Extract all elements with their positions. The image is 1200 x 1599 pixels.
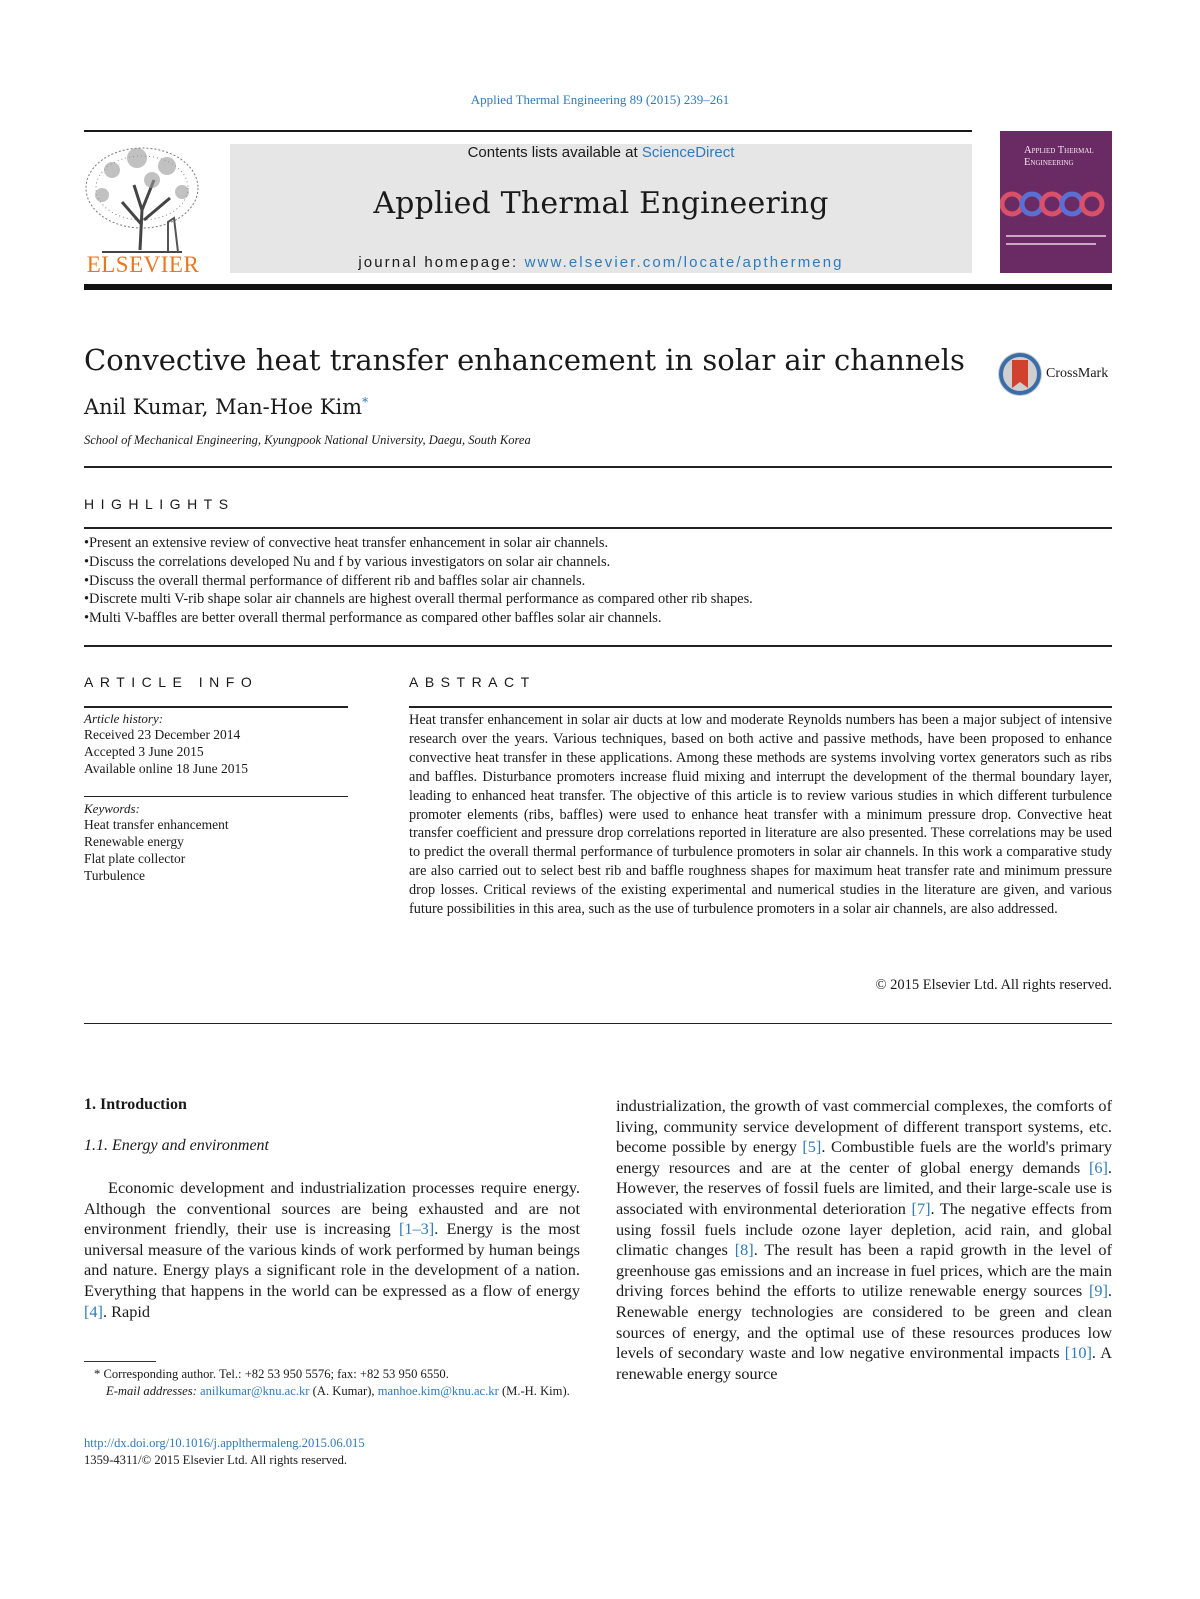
body-text: Economic development and industrialization processes require energy. Although the conventional sources are being exhausted and are not environment friendly, their use is increasing xyxy=(84,1178,580,1239)
history-online: Available online 18 June 2015 xyxy=(84,761,248,776)
journal-cover-thumbnail[interactable] xyxy=(1000,131,1112,273)
citation-link[interactable]: [8] xyxy=(734,1240,754,1260)
homepage-link[interactable]: www.elsevier.com/locate/apthermeng xyxy=(524,254,844,271)
citation-link[interactable]: [5] xyxy=(802,1137,822,1157)
divider xyxy=(84,527,1112,529)
email-link[interactable]: manhoe.kim@knu.ac.kr xyxy=(377,1384,499,1398)
highlight-item: • Discrete multi V-rib shape solar air channels are highest overall thermal performance as compared other rib shapes. xyxy=(84,590,1112,609)
body-text: . Renewable energy technologies are considered to be green and clean sources of energy, and the optimal use of these resources produces low levels of secondary waste and low negative environmental impacts xyxy=(616,1281,1112,1363)
body-column-right xyxy=(616,1096,1112,1384)
highlight-item: • Discuss the overall thermal performance of different rib and baffles solar air channels. xyxy=(84,572,1112,591)
highlight-item: • Multi V-baffles are better overall thermal performance as compared other baffles solar air channels. xyxy=(84,609,1112,628)
abstract-text: Heat transfer enhancement in solar air ducts at low and moderate Reynolds numbers has been a major subject of intensive research over the years. Various techniques, based on both active and passive methods, have been proposed to enhance convective heat transfer in these applications. Among these methods are systems involving vortex generators such as ribs and baffles. Disturbance promoters increase fluid mixing and interrupt the development of the thermal boundary layer, leading to enhanced heat transfer. The objective of this article is to review various studies in which different turbulence promoter elements (ribs, baffles) were used to enhance heat transfer with a minimum pressure drop. Convective heat transfer coefficient and pressure drop correlations reported in literature are also presented. These correlations may be used to predict the overall thermal performance of turbulence promoters in solar air channels. In this work a comparative study are also carried out to select best rib and baffle roughness shapes for maximum heat transfer rate and minimum pressure drop losses. Critical reviews of the existing experimental and numerical studies in the literature are given, and various future possibilities in this area, such as the use of turbulence promoters in a solar air channels, are also addressed. xyxy=(409,712,1112,918)
article-title: Convective heat transfer enhancement in solar air channels xyxy=(84,343,965,377)
body-text: . Rapid xyxy=(102,1301,151,1321)
corresponding-author-mark[interactable]: * xyxy=(362,395,369,409)
footnote-contact-line xyxy=(84,1366,580,1383)
divider xyxy=(84,1023,1112,1024)
sciencedirect-link[interactable]: ScienceDirect xyxy=(641,144,735,161)
cover-rings-graphic xyxy=(1000,189,1112,219)
homepage-line xyxy=(230,254,972,271)
contents-prefix: Contents lists available at xyxy=(467,144,642,161)
subsection-heading: 1.1. Energy and environment xyxy=(84,1137,269,1154)
elsevier-wordmark: ELSEVIER xyxy=(86,252,200,277)
cover-text-line xyxy=(1006,243,1096,245)
journal-name: Applied Thermal Engineering xyxy=(373,186,829,221)
email-owner: (M.-H. Kim). xyxy=(501,1384,570,1398)
authors: Anil Kumar, Man-Hoe Kim xyxy=(84,395,363,419)
body-text: . However, the reserves of fossil fuels are limited, and their large-scale use is associated with environmental deterioration xyxy=(616,1157,1112,1218)
doi-link[interactable]: http://dx.doi.org/10.1016/j.applthermaleng.2015.06.015 xyxy=(84,1436,365,1450)
abstract-copyright: © 2015 Elsevier Ltd. All rights reserved. xyxy=(875,977,1112,993)
body-text: . Combustible fuels are the world's primary energy resources and are at the center of global energy demands xyxy=(616,1137,1112,1177)
divider xyxy=(84,796,348,797)
keyword: Renewable energy xyxy=(84,834,184,849)
author-list xyxy=(84,395,368,419)
journal-citation[interactable]: Applied Thermal Engineering 89 (2015) 239–261 xyxy=(470,92,730,107)
divider xyxy=(84,706,348,708)
divider xyxy=(409,706,1112,708)
header-rule xyxy=(84,130,972,132)
footnote-email-line xyxy=(84,1383,580,1400)
keyword: Turbulence xyxy=(84,868,145,883)
highlight-item: • Discuss the correlations developed Nu and f by various investigators on solar air channels. xyxy=(84,553,1112,572)
citation-link[interactable]: [1–3] xyxy=(398,1219,435,1239)
body-text: . The negative effects from using fossil fuels include ozone layer depletion, acid rain, and global climatic changes xyxy=(616,1198,1112,1260)
history-label: Article history: xyxy=(84,711,164,726)
citation-link[interactable]: [7] xyxy=(911,1198,931,1218)
affiliation: School of Mechanical Engineering, Kyungpook National University, Daegu, South Korea xyxy=(84,433,531,447)
homepage-prefix: journal homepage: xyxy=(358,254,525,271)
cover-text-line xyxy=(1006,235,1106,237)
email-owner: (A. Kumar), xyxy=(312,1384,375,1398)
header-thick-rule xyxy=(84,284,1112,290)
body-text: . Energy is the most universal measure of the various kinds of work performed by human beings and nature. Energy plays a significant role in the development of a nation. Everything that happens in the world can be expressed as a flow of energy xyxy=(84,1219,580,1300)
citation-link[interactable]: [4] xyxy=(84,1301,103,1321)
article-info-heading: ARTICLE INFO xyxy=(84,674,259,690)
body-text: . The result has been a rapid growth in the level of greenhouse gas emissions and an increase in fuel prices, which are the main driving forces behind the efforts to utilize renewable energy sources xyxy=(616,1240,1112,1301)
history-accepted: Accepted 3 June 2015 xyxy=(84,744,204,759)
divider xyxy=(84,466,1112,468)
highlights-list xyxy=(84,534,1112,628)
issn-line: 1359-4311/© 2015 Elsevier Ltd. All rights reserved. xyxy=(84,1453,348,1467)
body-column-left xyxy=(84,1178,580,1322)
keywords-label: Keywords: xyxy=(84,801,140,816)
cover-title: Applied Thermal Engineering xyxy=(1024,145,1094,168)
body-text: . A renewable energy source xyxy=(616,1343,1113,1383)
history-received: Received 23 December 2014 xyxy=(84,727,241,742)
citation-link[interactable]: [10] xyxy=(1064,1343,1092,1363)
section-heading: 1. Introduction xyxy=(84,1096,187,1113)
crossmark-label[interactable]: CrossMark xyxy=(1046,366,1109,381)
divider xyxy=(84,645,1112,647)
contents-line xyxy=(230,144,972,161)
email-label: E-mail addresses: xyxy=(106,1384,197,1398)
footnote xyxy=(84,1366,580,1400)
email-link[interactable]: anilkumar@knu.ac.kr xyxy=(199,1384,310,1398)
footnote-contact: Corresponding author. Tel.: +82 53 950 5576; fax: +82 53 950 6550. xyxy=(103,1367,449,1381)
abstract-heading: ABSTRACT xyxy=(409,674,536,690)
highlights-heading: HIGHLIGHTS xyxy=(84,496,235,512)
body-text: industrialization, the growth of vast commercial complexes, the comforts of living, community service development of different transport systems, etc. become possible by energy xyxy=(616,1096,1112,1157)
citation-link[interactable]: [9] xyxy=(1088,1281,1108,1301)
footnote-rule xyxy=(84,1361,156,1362)
highlight-item: • Present an extensive review of convective heat transfer enhancement in solar air channels. xyxy=(84,534,1112,553)
keyword: Heat transfer enhancement xyxy=(84,817,229,832)
citation-link[interactable]: [6] xyxy=(1088,1157,1108,1177)
keyword: Flat plate collector xyxy=(84,851,186,866)
footnote-mark: * xyxy=(94,1367,101,1381)
